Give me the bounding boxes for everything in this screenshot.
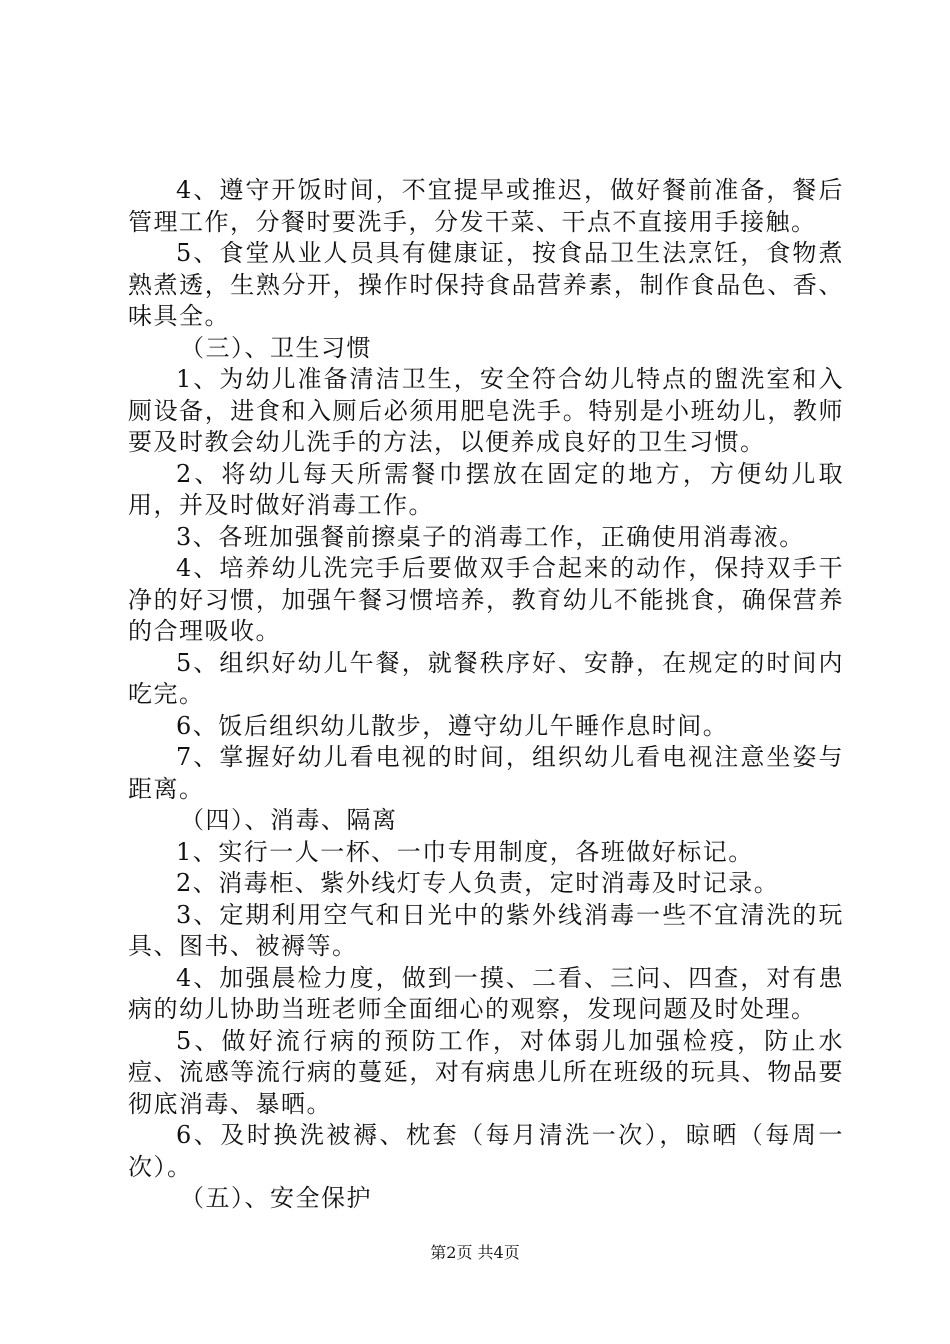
paragraph: 6、饭后组织幼儿散步，遵守幼儿午睡作息时间。 [176,711,729,740]
paragraph: 1、实行一人一杯、一巾专用制度，各班做好标记。 [176,837,754,866]
section-heading: （四）、消毒、隔离 [180,806,398,834]
section-heading: （五）、安全保护 [180,1184,372,1212]
paragraph: 4、加强晨检力度，做到一摸、二看、三问、四查，对有患病的幼儿协助当班老师全面细心的观察，发现问题及时处理。 [128,963,844,1023]
paragraph: 5、组织好幼儿午餐，就餐秩序好、安静，在规定的时间内吃完。 [128,648,844,708]
paragraph: 3、定期利用空气和日光中的紫外线消毒一些不宜清洗的玩具、图书、被褥等。 [128,900,844,960]
paragraph: 4、遵守开饭时间，不宜提早或推迟，做好餐前准备，餐后管理工作，分餐时要洗手，分发干菜、干点不直接用手接触。 [128,176,844,236]
section-heading: （三）、卫生习惯 [180,333,372,362]
paragraph: 5、食堂从业人员具有健康证，按食品卫生法烹饪，食物煮熟煮透，生熟分开，操作时保持食品营养素，制作食品色、香、味具全。 [128,239,844,330]
page-number-footer: 第2页 共4页 [430,1243,520,1262]
document-body [128,175,844,1215]
paragraph: 5、做好流行病的预防工作，对体弱儿加强检疫，防止水痘、流感等流行病的蔓延，对有病患儿所在班级的玩具、物品要彻底消毒、暴晒。 [128,1026,844,1118]
paragraph: 2、消毒柜、紫外线灯专人负责，定时消毒及时记录。 [176,869,780,897]
paragraph: 6、及时换洗被褥、枕套（每月清洗一次），晾晒（每周一次）。 [128,1121,844,1181]
paragraph: 3、各班加强餐前擦桌子的消毒工作，正确使用消毒液。 [176,522,805,551]
paragraph: 4、培养幼儿洗完手后要做双手合起来的动作，保持双手干净的好习惯，加强午餐习惯培养，教育幼儿不能挑食，确保营养的合理吸收。 [128,554,844,645]
paragraph: 7、掌握好幼儿看电视的时间，组织幼儿看电视注意坐姿与距离。 [128,743,844,803]
paragraph: 2、将幼儿每天所需餐巾摆放在固定的地方，方便幼儿取用，并及时做好消毒工作。 [128,459,844,519]
paragraph: 1、为幼儿准备清洁卫生，安全符合幼儿特点的盥洗室和入厕设备，进食和入厕后必须用肥皂洗手。特别是小班幼儿，教师要及时教会幼儿洗手的方法，以便养成良好的卫生习惯。 [128,365,844,456]
